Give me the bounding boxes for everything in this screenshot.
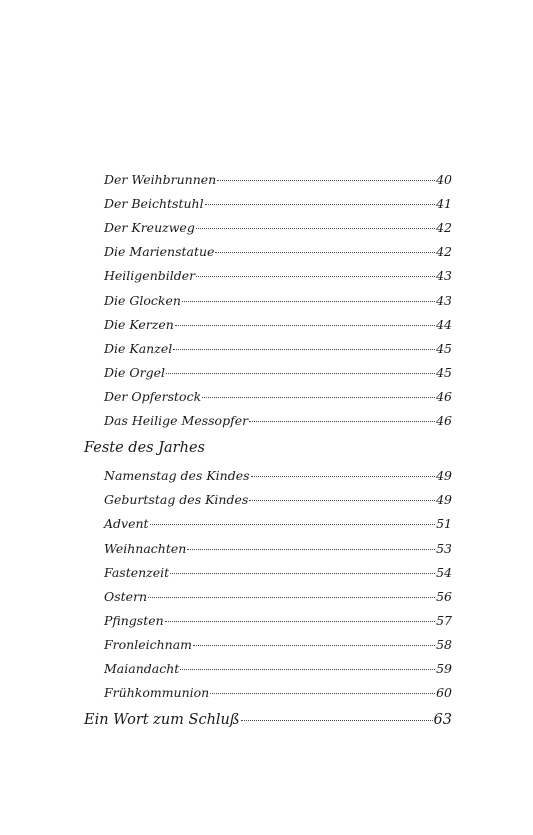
toc-entry-page: 63 bbox=[433, 712, 452, 728]
toc-entry-closing bbox=[84, 712, 452, 728]
toc-entry bbox=[104, 413, 452, 428]
toc-entry-page: 42 bbox=[436, 244, 452, 259]
toc-entry-label: Der Opferstock bbox=[104, 389, 202, 404]
toc-entry bbox=[104, 172, 452, 187]
toc-entry-page: 46 bbox=[436, 389, 452, 404]
toc-entry-page: 45 bbox=[436, 341, 452, 356]
dot-leader bbox=[182, 301, 435, 302]
toc-entry-label: Geburtstag des Kindes bbox=[104, 492, 249, 507]
toc-entry-page: 46 bbox=[436, 413, 452, 428]
toc-entry bbox=[104, 613, 452, 628]
toc-entry bbox=[104, 637, 452, 652]
toc-entry bbox=[104, 244, 452, 259]
dot-leader bbox=[210, 693, 435, 694]
toc-entry-label: Heiligenbilder bbox=[104, 268, 196, 283]
dot-leader bbox=[241, 720, 433, 721]
toc-entry-label: Weihnachten bbox=[104, 541, 187, 556]
dot-leader bbox=[166, 373, 435, 374]
toc-entry bbox=[104, 365, 452, 380]
toc-entry-page: 49 bbox=[436, 468, 452, 483]
toc-entry-label: Advent bbox=[104, 516, 149, 531]
dot-leader bbox=[217, 180, 435, 181]
toc-entry bbox=[104, 685, 452, 700]
toc-entry-page: 56 bbox=[436, 589, 452, 604]
toc-entry-label: Die Kanzel bbox=[104, 341, 173, 356]
toc-entry bbox=[104, 293, 452, 308]
dot-leader bbox=[148, 597, 435, 598]
toc-entry-label: Die Orgel bbox=[104, 365, 166, 380]
section-heading: Feste des Jarhes bbox=[84, 440, 205, 456]
toc-entry-page: 44 bbox=[436, 317, 452, 332]
toc-entry-label: Maiandacht bbox=[104, 661, 180, 676]
toc-entry-label: Ostern bbox=[104, 589, 148, 604]
toc-entry bbox=[104, 661, 452, 676]
toc-entry-page: 54 bbox=[436, 565, 452, 580]
toc-entry bbox=[104, 589, 452, 604]
dot-leader bbox=[205, 204, 436, 205]
toc-entry-label: Der Kreuzweg bbox=[104, 220, 195, 235]
toc-entry bbox=[104, 516, 452, 531]
dot-leader bbox=[196, 228, 435, 229]
dot-leader bbox=[249, 421, 435, 422]
toc-entry bbox=[104, 565, 452, 580]
toc-entry-label: Das Heilige Messopfer bbox=[104, 413, 249, 428]
dot-leader bbox=[215, 252, 435, 253]
toc-entry-page: 45 bbox=[436, 365, 452, 380]
toc-entry-page: 42 bbox=[436, 220, 452, 235]
dot-leader bbox=[187, 549, 435, 550]
toc-entry-page: 49 bbox=[436, 492, 452, 507]
toc-entry-page: 58 bbox=[436, 637, 452, 652]
toc-entry bbox=[104, 341, 452, 356]
toc-entry-label: Der Weihbrunnen bbox=[104, 172, 217, 187]
dot-leader bbox=[180, 669, 435, 670]
dot-leader bbox=[173, 349, 435, 350]
toc-entry-label: Die Glocken bbox=[104, 293, 181, 308]
toc-entry-label: Die Kerzen bbox=[104, 317, 174, 332]
toc-entry-page: 43 bbox=[436, 268, 452, 283]
toc-entry-page: 41 bbox=[436, 196, 452, 211]
toc-entry-label: Fronleichnam bbox=[104, 637, 193, 652]
toc-entry-page: 51 bbox=[436, 516, 452, 531]
toc-entry-label: Die Marienstatue bbox=[104, 244, 215, 259]
toc-entry bbox=[104, 468, 452, 483]
toc-entry bbox=[104, 268, 452, 283]
toc-entry-page: 43 bbox=[436, 293, 452, 308]
toc-entry bbox=[104, 389, 452, 404]
toc-entry-page: 59 bbox=[436, 661, 452, 676]
toc-entry-label: Fastenzeit bbox=[104, 565, 170, 580]
toc-entry-page: 57 bbox=[436, 613, 452, 628]
dot-leader bbox=[251, 476, 436, 477]
toc-entry-label: Pfingsten bbox=[104, 613, 164, 628]
toc-entry-label: Namenstag des Kindes bbox=[104, 468, 250, 483]
dot-leader bbox=[202, 397, 435, 398]
dot-leader bbox=[193, 645, 435, 646]
toc-entry bbox=[104, 541, 452, 556]
toc-entry-page: 60 bbox=[436, 685, 452, 700]
toc-entry bbox=[104, 317, 452, 332]
dot-leader bbox=[249, 500, 435, 501]
toc-entry bbox=[104, 220, 452, 235]
dot-leader bbox=[170, 573, 435, 574]
dot-leader bbox=[196, 276, 435, 277]
toc-entry-label: Ein Wort zum Schluß bbox=[84, 712, 240, 728]
toc-entry-page: 53 bbox=[436, 541, 452, 556]
toc-entry-label: Der Beichtstuhl bbox=[104, 196, 204, 211]
dot-leader bbox=[175, 325, 435, 326]
toc-entry-label: Frühkommunion bbox=[104, 685, 210, 700]
dot-leader bbox=[165, 621, 435, 622]
dot-leader bbox=[150, 524, 436, 525]
toc-entry bbox=[104, 492, 452, 507]
toc-entry bbox=[104, 196, 452, 211]
toc-entry-page: 40 bbox=[436, 172, 452, 187]
